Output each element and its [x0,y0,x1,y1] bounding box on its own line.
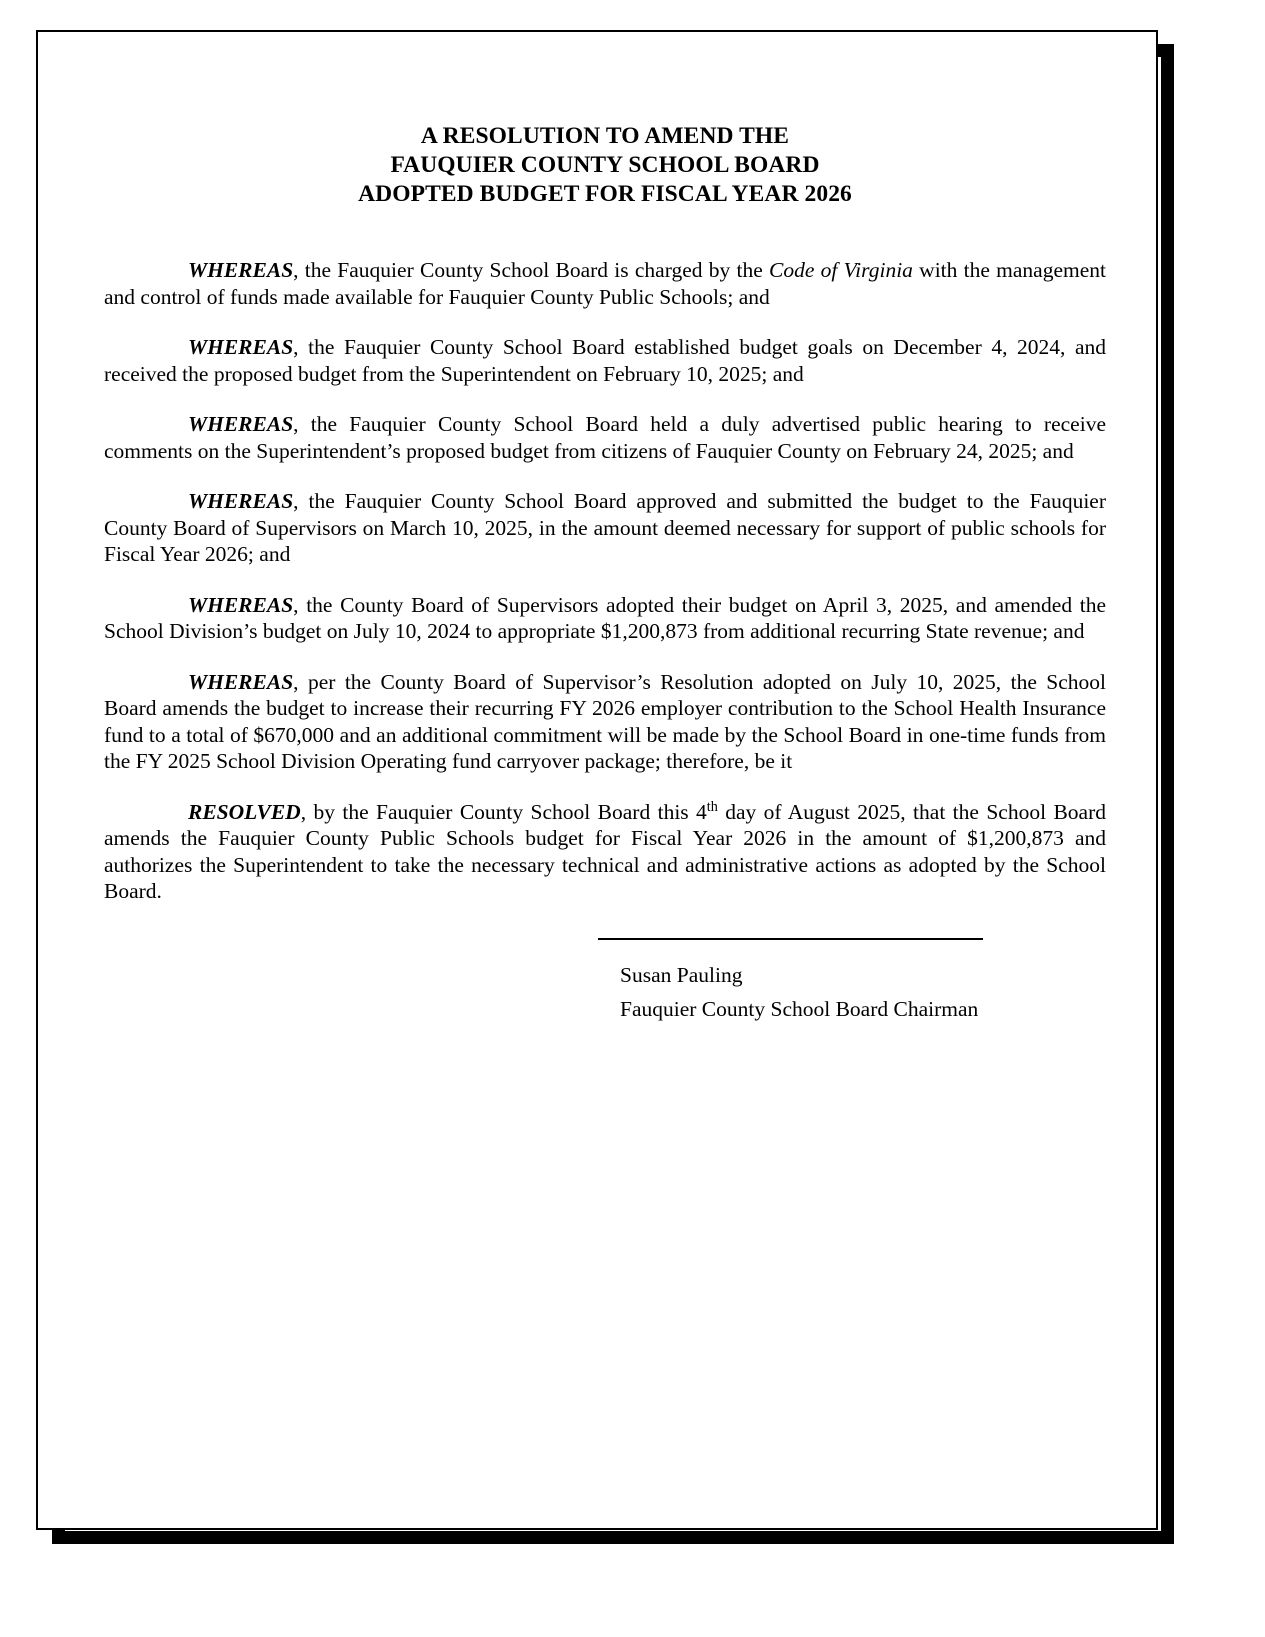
document-sheet [38,32,1156,1528]
title-line-1: A RESOLUTION TO AMEND THE [420,123,790,149]
clause-text-6: , per the County Board of Supervisor’s Resolution adopted on July 10, 2025, the School Board amends the budget to increase their recurring FY 2026 employer contribution to the School Health Insurance fund to a total of $670,000 and an additional commitment will be made by the School Board in one-time funds from the FY 2025 School Division Operating fund carryover package; therefore, be it [104,669,1106,773]
clause-lead-4: WHEREAS [188,489,294,513]
page-title [104,122,1106,209]
clause-lead-3: WHEREAS [188,412,294,436]
signature-line [598,938,983,940]
whereas-clause-2 [104,334,1106,387]
title-line-2: FAUQUIER COUNTY SCHOOL BOARD [390,152,820,178]
clause-lead-6: WHEREAS [188,669,294,694]
whereas-clause-6 [104,669,1106,775]
clause-lead-5: WHEREAS [188,592,294,617]
signature-block [598,938,1058,1026]
code-of-virginia-citation: Code of Virginia [769,258,913,282]
clause-text-2: , the Fauquier County School Board established budget goals on December 4, 2024, and received the proposed budget from the Superintendent on February 10, 2025; and [104,335,1106,386]
clause-text-3: , the Fauquier County School Board held a duly advertised public hearing to receive comments on the Superintendent’s proposed budget from citizens of Fauquier County on February 24, 2025; and [104,412,1106,463]
signatory-title: Fauquier County School Board Chairman [620,997,979,1021]
whereas-clause-1 [104,257,1106,310]
whereas-clause-3 [104,411,1106,464]
clause-text-4: , the Fauquier County School Board approved and submitted the budget to the Fauquier County Board of Supervisors on March 10, 2025, in the amount deemed necessary for support of public schools for Fiscal Year 2026; and [104,489,1106,566]
clause-text-5: , the County Board of Supervisors adopted their budget on April 3, 2025, and amended the School Division’s budget on July 10, 2024 to appropriate $1,200,873 from additional recurring State revenue; and [104,592,1106,643]
ordinal-suffix: th [706,798,718,815]
whereas-clause-4 [104,488,1106,568]
document-content [104,122,1106,905]
clause-text-1a: , the Fauquier County School Board is charged by the [293,258,770,282]
resolution-body [104,257,1106,905]
whereas-clause-5 [104,592,1106,645]
title-line-3: ADOPTED BUDGET FOR FISCAL YEAR 2026 [358,181,852,207]
signatory-name: Susan Pauling [620,963,743,987]
clause-lead-1: WHEREAS [188,258,294,282]
resolved-text-b: day of August 2025, that the School Board amends the Fauquier County Public Schools budget for Fiscal Year 2026 in the amount of $1,200,873 and authorizes the Superintendent to take the necessary technical and administrative actions as adopted by the School Board. [104,799,1106,903]
clause-text-1b: with the management and control of funds made available for Fauquier County Public Schools; and [104,258,1106,309]
clause-lead-2: WHEREAS [188,335,294,359]
resolved-text-a: , by the Fauquier County School Board this 4 [300,799,707,824]
resolved-clause [104,799,1106,905]
clause-lead-resolved: RESOLVED [188,799,301,824]
